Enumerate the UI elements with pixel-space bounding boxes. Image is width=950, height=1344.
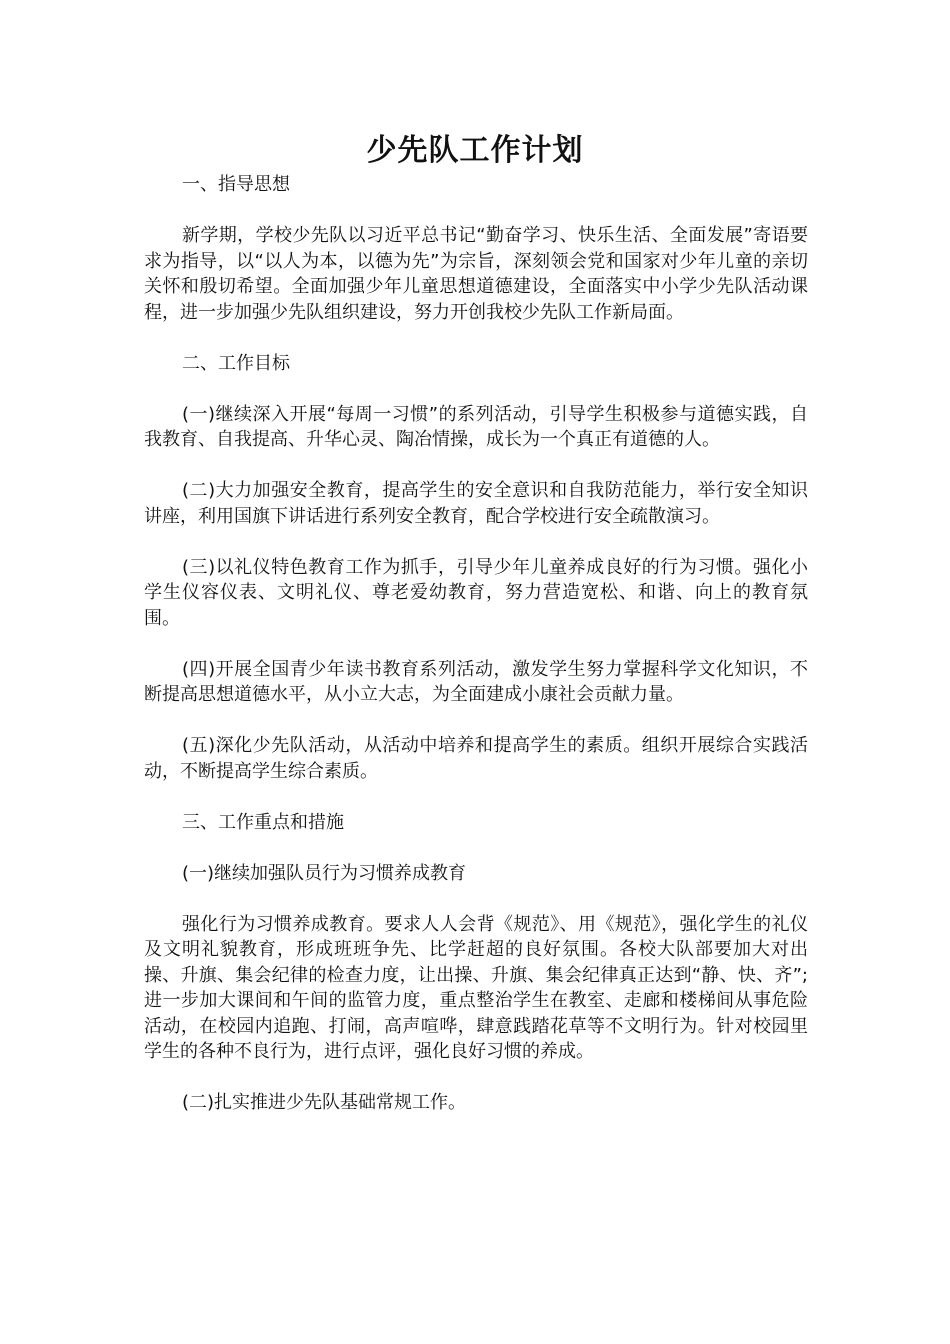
subsection-heading: (二)扎实推进少先队基础常规工作。 [182,1092,467,1113]
paragraph: (二)大力加强安全教育，提高学生的安全意识和自我防范能力，举行安全知识讲座，利用国旗下讲话进行系列安全教育，配合学校进行安全疏散演习。 [144,480,808,527]
section-heading-work-goals: 二、工作目标 [182,352,290,374]
paragraph: 强化行为习惯养成教育。要求人人会背《规范》、用《规范》，强化学生的礼仪及文明礼貌教育，形成班班争先、比学赶超的良好氛围。各校大队部要加大对出操、升旗、集会纪律的检查力度，让出操、升旗、集会纪律真正达到“静、快、齐”;进一步加大课间和午间的监管力度，重点整治学生在教室、走廊和楼梯间从事危险活动，在校园内追跑、打闹，高声喧哗，肆意践踏花草等不文明行为。针对校园里学生的各种不良行为，进行点评，强化良好习惯的养成。 [144,913,808,1062]
document-title: 少先队工作计划 [366,133,584,168]
paragraph: (一)继续深入开展“每周一习惯”的系列活动，引导学生积极参与道德实践，自我教育、自我提高、升华心灵、陶冶情操，成长为一个真正有道德的人。 [144,403,808,450]
subsection-heading: (一)继续加强队员行为习惯养成教育 [182,862,467,884]
paragraph: (三)以礼仪特色教育工作为抓手，引导少年儿童养成良好的行为习惯。强化小学生仪容仪表、文明礼仪、尊老爱幼教育，努力营造宽松、和谐、向上的教育氛围。 [144,556,808,629]
document-body [144,172,808,1116]
paragraph: (四)开展全国青少年读书教育系列活动，激发学生努力掌握科学文化知识，不断提高思想道德水平，从小立大志，为全面建成小康社会贡献力量。 [144,658,808,705]
section-heading-guiding-ideology: 一、指导思想 [182,174,290,195]
section-heading-key-measures: 三、工作重点和措施 [182,811,344,833]
paragraph: 新学期，学校少先队以习近平总书记“勤奋学习、快乐生活、全面发展”寄语要求为指导，以“以人为本，以德为先”为宗旨，深刻领会党和国家对少年儿童的亲切关怀和殷切希望。全面加强少年儿童思想道德建设，全面落实中小学少先队活动课程，进一步加强少先队组织建设，努力开创我校少先队工作新局面。 [144,225,808,323]
paragraph: (五)深化少先队活动，从活动中培养和提高学生的素质。组织开展综合实践活动，不断提高学生综合素质。 [144,735,808,782]
